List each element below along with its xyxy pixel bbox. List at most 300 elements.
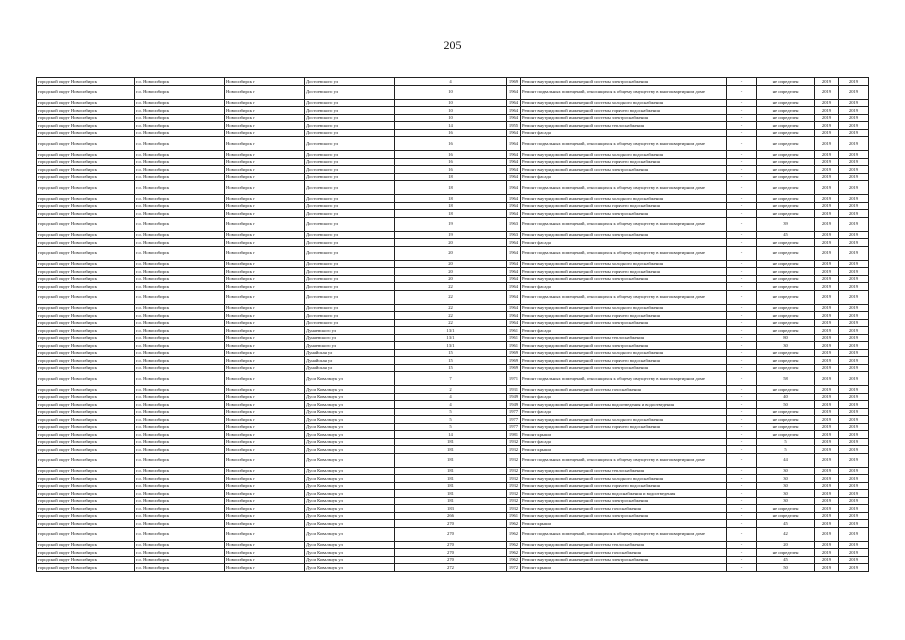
- end-year-cell: 2019: [839, 210, 869, 218]
- city-cell: Новосибирск г: [225, 312, 305, 320]
- district-cell: г.о. Новосибирск: [135, 166, 225, 174]
- start-year-cell: 2019: [815, 137, 839, 151]
- dash-cell: -: [727, 364, 757, 372]
- cost-cell: не определен: [757, 349, 815, 357]
- table-row: [37, 312, 869, 320]
- street-cell: Дуси Ковальчук ул: [305, 527, 395, 541]
- municipality-cell: городской округ Новосибирск: [37, 386, 135, 394]
- start-year-cell: 2019: [815, 210, 839, 218]
- start-year-cell: 2019: [815, 304, 839, 312]
- municipality-cell: городской округ Новосибирск: [37, 393, 135, 401]
- city-cell: Новосибирск г: [225, 137, 305, 151]
- cost-cell: не определен: [757, 114, 815, 122]
- start-year-cell: 2019: [815, 327, 839, 335]
- district-cell: г.о. Новосибирск: [135, 541, 225, 549]
- municipality-cell: городской округ Новосибирск: [37, 556, 135, 564]
- start-year-cell: 2019: [815, 78, 839, 86]
- year-built-cell: 1971: [507, 372, 521, 386]
- district-cell: г.о. Новосибирск: [135, 438, 225, 446]
- house-number-cell: 181: [395, 475, 507, 483]
- end-year-cell: 2019: [839, 107, 869, 115]
- start-year-cell: 2019: [815, 166, 839, 174]
- dash-cell: -: [727, 181, 757, 195]
- house-number-cell: 270: [395, 549, 507, 557]
- year-built-cell: 1932: [507, 446, 521, 454]
- city-cell: Новосибирск г: [225, 114, 305, 122]
- street-cell: Достоевского ул: [305, 99, 395, 107]
- cost-cell: не определен: [757, 304, 815, 312]
- district-cell: г.о. Новосибирск: [135, 453, 225, 467]
- street-cell: Дуси Ковальчук ул: [305, 408, 395, 416]
- year-built-cell: 1964: [507, 290, 521, 304]
- municipality-cell: городской округ Новосибирск: [37, 114, 135, 122]
- city-cell: Новосибирск г: [225, 505, 305, 513]
- cost-cell: не определен: [757, 85, 815, 99]
- work-type-cell: Ремонт подвальных помещений, относящихся к общему имуществу в многоквартирном доме: [521, 372, 727, 386]
- end-year-cell: 2019: [839, 564, 869, 572]
- dash-cell: -: [727, 497, 757, 505]
- work-type-cell: Ремонт подвальных помещений, относящихся к общему имуществу в многоквартирном доме: [521, 85, 727, 99]
- city-cell: Новосибирск г: [225, 349, 305, 357]
- street-cell: Дуси Ковальчук ул: [305, 556, 395, 564]
- end-year-cell: 2019: [839, 202, 869, 210]
- end-year-cell: 2019: [839, 505, 869, 513]
- table-row: [37, 99, 869, 107]
- table-row: [37, 217, 869, 231]
- dash-cell: -: [727, 158, 757, 166]
- start-year-cell: 2019: [815, 497, 839, 505]
- municipality-cell: городской округ Новосибирск: [37, 202, 135, 210]
- end-year-cell: 2019: [839, 423, 869, 431]
- dash-cell: -: [727, 195, 757, 203]
- city-cell: Новосибирск г: [225, 268, 305, 276]
- city-cell: Новосибирск г: [225, 520, 305, 528]
- cost-cell: не определен: [757, 202, 815, 210]
- year-built-cell: 1963: [507, 231, 521, 239]
- house-number-cell: 5: [395, 408, 507, 416]
- city-cell: Новосибирск г: [225, 386, 305, 394]
- city-cell: Новосибирск г: [225, 446, 305, 454]
- end-year-cell: 2019: [839, 304, 869, 312]
- city-cell: Новосибирск г: [225, 556, 305, 564]
- house-number-cell: 22: [395, 290, 507, 304]
- start-year-cell: 2019: [815, 408, 839, 416]
- municipality-cell: городской округ Новосибирск: [37, 195, 135, 203]
- district-cell: г.о. Новосибирск: [135, 556, 225, 564]
- district-cell: г.о. Новосибирск: [135, 564, 225, 572]
- work-type-cell: Ремонт внутридомовой инженерной системы теплоснабжения: [521, 541, 727, 549]
- street-cell: Достоевского ул: [305, 283, 395, 291]
- district-cell: г.о. Новосибирск: [135, 290, 225, 304]
- year-built-cell: 1961: [507, 342, 521, 350]
- city-cell: Новосибирск г: [225, 364, 305, 372]
- house-number-cell: 7: [395, 372, 507, 386]
- table-row: [37, 202, 869, 210]
- year-built-cell: 1964: [507, 99, 521, 107]
- street-cell: Дуси Ковальчук ул: [305, 467, 395, 475]
- table-row: [37, 453, 869, 467]
- district-cell: г.о. Новосибирск: [135, 85, 225, 99]
- district-cell: г.о. Новосибирск: [135, 393, 225, 401]
- municipality-cell: городской округ Новосибирск: [37, 78, 135, 86]
- year-built-cell: 1931: [507, 386, 521, 394]
- year-built-cell: 1964: [507, 195, 521, 203]
- work-type-cell: Ремонт внутридомовой инженерной системы холодного водоснабжения: [521, 304, 727, 312]
- district-cell: г.о. Новосибирск: [135, 210, 225, 218]
- work-type-cell: Ремонт внутридомовой инженерной системы холодного водоснабжения: [521, 260, 727, 268]
- municipality-cell: городской округ Новосибирск: [37, 246, 135, 260]
- work-type-cell: Ремонт внутридомовой инженерной системы электроснабжения: [521, 166, 727, 174]
- start-year-cell: 2019: [815, 217, 839, 231]
- municipality-cell: городской округ Новосибирск: [37, 541, 135, 549]
- city-cell: Новосибирск г: [225, 357, 305, 365]
- cost-cell: 45: [757, 231, 815, 239]
- city-cell: Новосибирск г: [225, 342, 305, 350]
- year-built-cell: 1964: [507, 181, 521, 195]
- cost-cell: 5: [757, 446, 815, 454]
- house-number-cell: 4: [395, 401, 507, 409]
- end-year-cell: 2019: [839, 151, 869, 159]
- municipality-cell: городской округ Новосибирск: [37, 357, 135, 365]
- city-cell: Новосибирск г: [225, 416, 305, 424]
- cost-cell: не определен: [757, 239, 815, 247]
- table-row: [37, 173, 869, 181]
- work-type-cell: Ремонт подвальных помещений, относящихся к общему имуществу в многоквартирном доме: [521, 137, 727, 151]
- year-built-cell: 1962: [507, 527, 521, 541]
- house-number-cell: 18: [395, 202, 507, 210]
- end-year-cell: 2019: [839, 527, 869, 541]
- street-cell: Достоевского ул: [305, 107, 395, 115]
- municipality-cell: городской округ Новосибирск: [37, 364, 135, 372]
- street-cell: Дуси Ковальчук ул: [305, 490, 395, 498]
- street-cell: Дуси Ковальчук ул: [305, 372, 395, 386]
- street-cell: Достоевского ул: [305, 158, 395, 166]
- municipality-cell: городской округ Новосибирск: [37, 275, 135, 283]
- cost-cell: не определен: [757, 166, 815, 174]
- district-cell: г.о. Новосибирск: [135, 520, 225, 528]
- house-number-cell: 19: [395, 217, 507, 231]
- city-cell: Новосибирск г: [225, 246, 305, 260]
- dash-cell: -: [727, 137, 757, 151]
- end-year-cell: 2019: [839, 334, 869, 342]
- dash-cell: -: [727, 114, 757, 122]
- municipality-cell: городской округ Новосибирск: [37, 401, 135, 409]
- start-year-cell: 2019: [815, 467, 839, 475]
- cost-cell: не определен: [757, 431, 815, 439]
- dash-cell: -: [727, 564, 757, 572]
- table-row: [37, 283, 869, 291]
- cost-cell: 30: [757, 475, 815, 483]
- street-cell: Дунайская ул: [305, 364, 395, 372]
- work-type-cell: Ремонт внутридомовой инженерной системы электроснабжения: [521, 319, 727, 327]
- street-cell: Достоевского ул: [305, 260, 395, 268]
- cost-cell: 30: [757, 467, 815, 475]
- street-cell: Дуси Ковальчук ул: [305, 401, 395, 409]
- house-number-cell: 18: [395, 210, 507, 218]
- table-row: [37, 386, 869, 394]
- street-cell: Достоевского ул: [305, 114, 395, 122]
- end-year-cell: 2019: [839, 467, 869, 475]
- work-type-cell: Ремонт подвальных помещений, относящихся к общему имуществу в многоквартирном доме: [521, 527, 727, 541]
- street-cell: Достоевского ул: [305, 202, 395, 210]
- municipality-cell: городской округ Новосибирск: [37, 505, 135, 513]
- city-cell: Новосибирск г: [225, 151, 305, 159]
- street-cell: Достоевского ул: [305, 304, 395, 312]
- street-cell: Дуси Ковальчук ул: [305, 393, 395, 401]
- district-cell: г.о. Новосибирск: [135, 78, 225, 86]
- year-built-cell: 1932: [507, 438, 521, 446]
- municipality-cell: городской округ Новосибирск: [37, 520, 135, 528]
- city-cell: Новосибирск г: [225, 564, 305, 572]
- end-year-cell: 2019: [839, 283, 869, 291]
- dash-cell: -: [727, 327, 757, 335]
- city-cell: Новосибирск г: [225, 319, 305, 327]
- district-cell: г.о. Новосибирск: [135, 283, 225, 291]
- street-cell: Дуси Ковальчук ул: [305, 549, 395, 557]
- year-built-cell: 1964: [507, 107, 521, 115]
- dash-cell: -: [727, 527, 757, 541]
- street-cell: Дуси Ковальчук ул: [305, 564, 395, 572]
- start-year-cell: 2019: [815, 541, 839, 549]
- street-cell: Достоевского ул: [305, 217, 395, 231]
- municipality-cell: городской округ Новосибирск: [37, 327, 135, 335]
- cost-cell: 30: [757, 490, 815, 498]
- start-year-cell: 2019: [815, 239, 839, 247]
- start-year-cell: 2019: [815, 151, 839, 159]
- table-row: [37, 334, 869, 342]
- table-row: [37, 78, 869, 86]
- year-built-cell: 1964: [507, 246, 521, 260]
- cost-cell: не определен: [757, 549, 815, 557]
- work-type-cell: Ремонт фасада: [521, 173, 727, 181]
- dash-cell: -: [727, 202, 757, 210]
- house-number-cell: 5: [395, 423, 507, 431]
- municipality-cell: городской округ Новосибирск: [37, 431, 135, 439]
- end-year-cell: 2019: [839, 446, 869, 454]
- municipality-cell: городской округ Новосибирск: [37, 173, 135, 181]
- table-row: [37, 85, 869, 99]
- city-cell: Новосибирск г: [225, 393, 305, 401]
- table-row: [37, 556, 869, 564]
- start-year-cell: 2019: [815, 364, 839, 372]
- house-number-cell: 20: [395, 246, 507, 260]
- municipality-cell: городской округ Новосибирск: [37, 158, 135, 166]
- work-type-cell: Ремонт внутридомовой инженерной системы электроснабжения: [521, 556, 727, 564]
- table-row: [37, 290, 869, 304]
- work-type-cell: Ремонт фасада: [521, 129, 727, 137]
- street-cell: Дунаевского ул: [305, 334, 395, 342]
- district-cell: г.о. Новосибирск: [135, 467, 225, 475]
- municipality-cell: городской округ Новосибирск: [37, 231, 135, 239]
- cost-cell: 50: [757, 401, 815, 409]
- municipality-cell: городской округ Новосибирск: [37, 239, 135, 247]
- city-cell: Новосибирск г: [225, 467, 305, 475]
- city-cell: Новосибирск г: [225, 158, 305, 166]
- municipality-cell: городской округ Новосибирск: [37, 85, 135, 99]
- municipality-cell: городской округ Новосибирск: [37, 372, 135, 386]
- city-cell: Новосибирск г: [225, 431, 305, 439]
- cost-cell: не определен: [757, 386, 815, 394]
- work-type-cell: Ремонт внутридомовой инженерной системы холодного водоснабжения: [521, 416, 727, 424]
- cost-cell: не определен: [757, 99, 815, 107]
- work-type-cell: Ремонт внутридомовой инженерной системы горячего водоснабжения: [521, 357, 727, 365]
- house-number-cell: 181: [395, 446, 507, 454]
- work-type-cell: Ремонт внутридомовой инженерной системы холодного водоснабжения: [521, 475, 727, 483]
- table-row: [37, 357, 869, 365]
- district-cell: г.о. Новосибирск: [135, 342, 225, 350]
- start-year-cell: 2019: [815, 520, 839, 528]
- start-year-cell: 2019: [815, 527, 839, 541]
- table-row: [37, 564, 869, 572]
- city-cell: Новосибирск г: [225, 217, 305, 231]
- end-year-cell: 2019: [839, 122, 869, 130]
- house-number-cell: 181: [395, 467, 507, 475]
- table-row: [37, 195, 869, 203]
- house-number-cell: 16: [395, 137, 507, 151]
- dash-cell: -: [727, 505, 757, 513]
- end-year-cell: 2019: [839, 239, 869, 247]
- start-year-cell: 2019: [815, 482, 839, 490]
- district-cell: г.о. Новосибирск: [135, 401, 225, 409]
- work-type-cell: Ремонт внутридомовой инженерной системы газоснабжения: [521, 386, 727, 394]
- table-row: [37, 275, 869, 283]
- table-row: [37, 520, 869, 528]
- municipality-cell: городской округ Новосибирск: [37, 467, 135, 475]
- year-built-cell: 1964: [507, 312, 521, 320]
- city-cell: Новосибирск г: [225, 231, 305, 239]
- cost-cell: не определен: [757, 210, 815, 218]
- table-row: [37, 304, 869, 312]
- table-row: [37, 327, 869, 335]
- cost-cell: 58: [757, 372, 815, 386]
- cost-cell: не определен: [757, 246, 815, 260]
- house-number-cell: 16: [395, 129, 507, 137]
- city-cell: Новосибирск г: [225, 195, 305, 203]
- street-cell: Дуси Ковальчук ул: [305, 431, 395, 439]
- district-cell: г.о. Новосибирск: [135, 260, 225, 268]
- street-cell: Дуси Ковальчук ул: [305, 386, 395, 394]
- year-built-cell: 1964: [507, 166, 521, 174]
- start-year-cell: 2019: [815, 401, 839, 409]
- table-row: [37, 438, 869, 446]
- end-year-cell: 2019: [839, 268, 869, 276]
- house-number-cell: 10: [395, 107, 507, 115]
- cost-cell: 80: [757, 334, 815, 342]
- cost-cell: не определен: [757, 122, 815, 130]
- table-row: [37, 527, 869, 541]
- city-cell: Новосибирск г: [225, 401, 305, 409]
- district-cell: г.о. Новосибирск: [135, 246, 225, 260]
- year-built-cell: 1932: [507, 482, 521, 490]
- year-built-cell: 1961: [507, 327, 521, 335]
- district-cell: г.о. Новосибирск: [135, 173, 225, 181]
- end-year-cell: 2019: [839, 512, 869, 520]
- house-number-cell: 16: [395, 151, 507, 159]
- cost-cell: 50: [757, 564, 815, 572]
- district-cell: г.о. Новосибирск: [135, 195, 225, 203]
- year-built-cell: 1964: [507, 129, 521, 137]
- house-number-cell: 266: [395, 512, 507, 520]
- table-row: [37, 129, 869, 137]
- district-cell: г.о. Новосибирск: [135, 423, 225, 431]
- end-year-cell: 2019: [839, 475, 869, 483]
- dash-cell: -: [727, 210, 757, 218]
- table-row: [37, 541, 869, 549]
- dash-cell: -: [727, 239, 757, 247]
- start-year-cell: 2019: [815, 114, 839, 122]
- year-built-cell: 1969: [507, 78, 521, 86]
- house-number-cell: 18: [395, 181, 507, 195]
- year-built-cell: 1964: [507, 85, 521, 99]
- end-year-cell: 2019: [839, 327, 869, 335]
- municipality-cell: городской округ Новосибирск: [37, 438, 135, 446]
- house-number-cell: 15: [395, 357, 507, 365]
- district-cell: г.о. Новосибирск: [135, 505, 225, 513]
- year-built-cell: 1963: [507, 217, 521, 231]
- work-type-cell: Ремонт внутридомовой инженерной системы электроснабжения: [521, 78, 727, 86]
- table-row: [37, 137, 869, 151]
- cost-cell: не определен: [757, 408, 815, 416]
- cost-cell: не определен: [757, 275, 815, 283]
- year-built-cell: 1962: [507, 556, 521, 564]
- cost-cell: не определен: [757, 319, 815, 327]
- table-row: [37, 260, 869, 268]
- cost-cell: не определен: [757, 78, 815, 86]
- end-year-cell: 2019: [839, 556, 869, 564]
- dash-cell: -: [727, 231, 757, 239]
- district-cell: г.о. Новосибирск: [135, 327, 225, 335]
- dash-cell: -: [727, 446, 757, 454]
- dash-cell: -: [727, 372, 757, 386]
- dash-cell: -: [727, 283, 757, 291]
- end-year-cell: 2019: [839, 416, 869, 424]
- district-cell: г.о. Новосибирск: [135, 334, 225, 342]
- year-built-cell: 1964: [507, 304, 521, 312]
- end-year-cell: 2019: [839, 431, 869, 439]
- table-row: [37, 114, 869, 122]
- end-year-cell: 2019: [839, 401, 869, 409]
- end-year-cell: 2019: [839, 129, 869, 137]
- table-row: [37, 549, 869, 557]
- start-year-cell: 2019: [815, 453, 839, 467]
- end-year-cell: 2019: [839, 541, 869, 549]
- dash-cell: -: [727, 166, 757, 174]
- street-cell: Дунайская ул: [305, 357, 395, 365]
- year-built-cell: 1964: [507, 260, 521, 268]
- year-built-cell: 1964: [507, 268, 521, 276]
- street-cell: Достоевского ул: [305, 246, 395, 260]
- work-type-cell: Ремонт внутридомовой инженерной системы горячего водоснабжения: [521, 158, 727, 166]
- street-cell: Достоевского ул: [305, 275, 395, 283]
- year-built-cell: 1964: [507, 158, 521, 166]
- street-cell: Дуси Ковальчук ул: [305, 482, 395, 490]
- city-cell: Новосибирск г: [225, 549, 305, 557]
- table-row: [37, 349, 869, 357]
- street-cell: Дуси Ковальчук ул: [305, 423, 395, 431]
- page-number: 205: [443, 38, 462, 52]
- municipality-cell: городской округ Новосибирск: [37, 181, 135, 195]
- house-number-cell: 181: [395, 453, 507, 467]
- year-built-cell: 1964: [507, 151, 521, 159]
- dash-cell: -: [727, 107, 757, 115]
- city-cell: Новосибирск г: [225, 438, 305, 446]
- cost-cell: 42: [757, 527, 815, 541]
- work-type-cell: Ремонт крыши: [521, 564, 727, 572]
- cost-cell: не определен: [757, 416, 815, 424]
- work-type-cell: Ремонт внутридомовой инженерной системы электроснабжения: [521, 364, 727, 372]
- district-cell: г.о. Новосибирск: [135, 304, 225, 312]
- municipality-cell: городской округ Новосибирск: [37, 334, 135, 342]
